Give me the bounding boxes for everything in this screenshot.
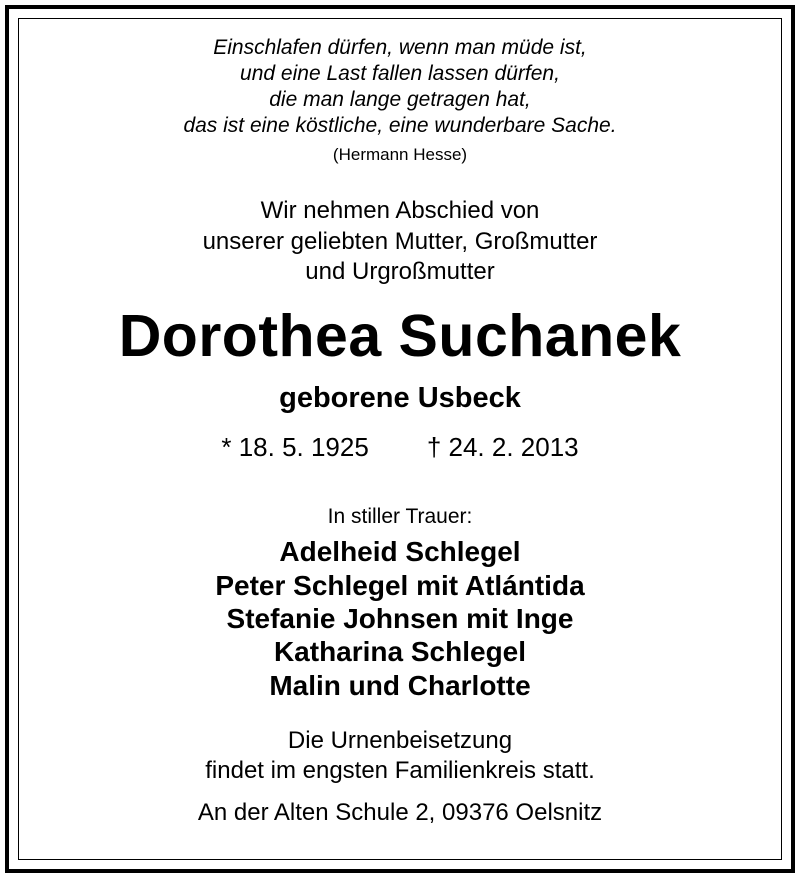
intro-line: Wir nehmen Abschied von — [260, 197, 540, 224]
deceased-name: Dorothea Suchanek — [118, 303, 682, 369]
mourner-name: Katharina Schlegel — [273, 636, 527, 667]
closing-line: findet im engsten Familienkreis statt. — [205, 757, 595, 784]
mourner-name: Adelheid Schlegel — [279, 536, 521, 567]
intro-line: und Urgroßmutter — [305, 258, 495, 285]
mourner-name: Stefanie Johnsen mit Inge — [226, 603, 574, 634]
maiden-name: geborene Usbeck — [279, 382, 521, 414]
death-date: † 24. 2. 2013 — [426, 432, 579, 462]
poem-attribution: (Hermann Hesse) — [332, 145, 468, 164]
intro-line: unserer geliebten Mutter, Großmutter — [202, 228, 598, 255]
address: An der Alten Schule 2, 09376 Oelsnitz — [197, 799, 603, 826]
poem-line: und eine Last fallen lassen dürfen, — [240, 62, 560, 85]
poem-line: die man lange getragen hat, — [269, 88, 531, 111]
poem-line: das ist eine köstliche, eine wunderbare Sache. — [183, 114, 617, 137]
birth-date: * 18. 5. 1925 — [221, 432, 369, 462]
closing-line: Die Urnenbeisetzung — [287, 727, 513, 754]
life-dates — [0, 432, 800, 463]
mourner-name: Peter Schlegel mit Atlántida — [215, 570, 585, 601]
mourners-label: In stiller Trauer: — [327, 505, 473, 528]
poem-line: Einschlafen dürfen, wenn man müde ist, — [213, 36, 587, 59]
mourner-name: Malin und Charlotte — [269, 670, 531, 701]
